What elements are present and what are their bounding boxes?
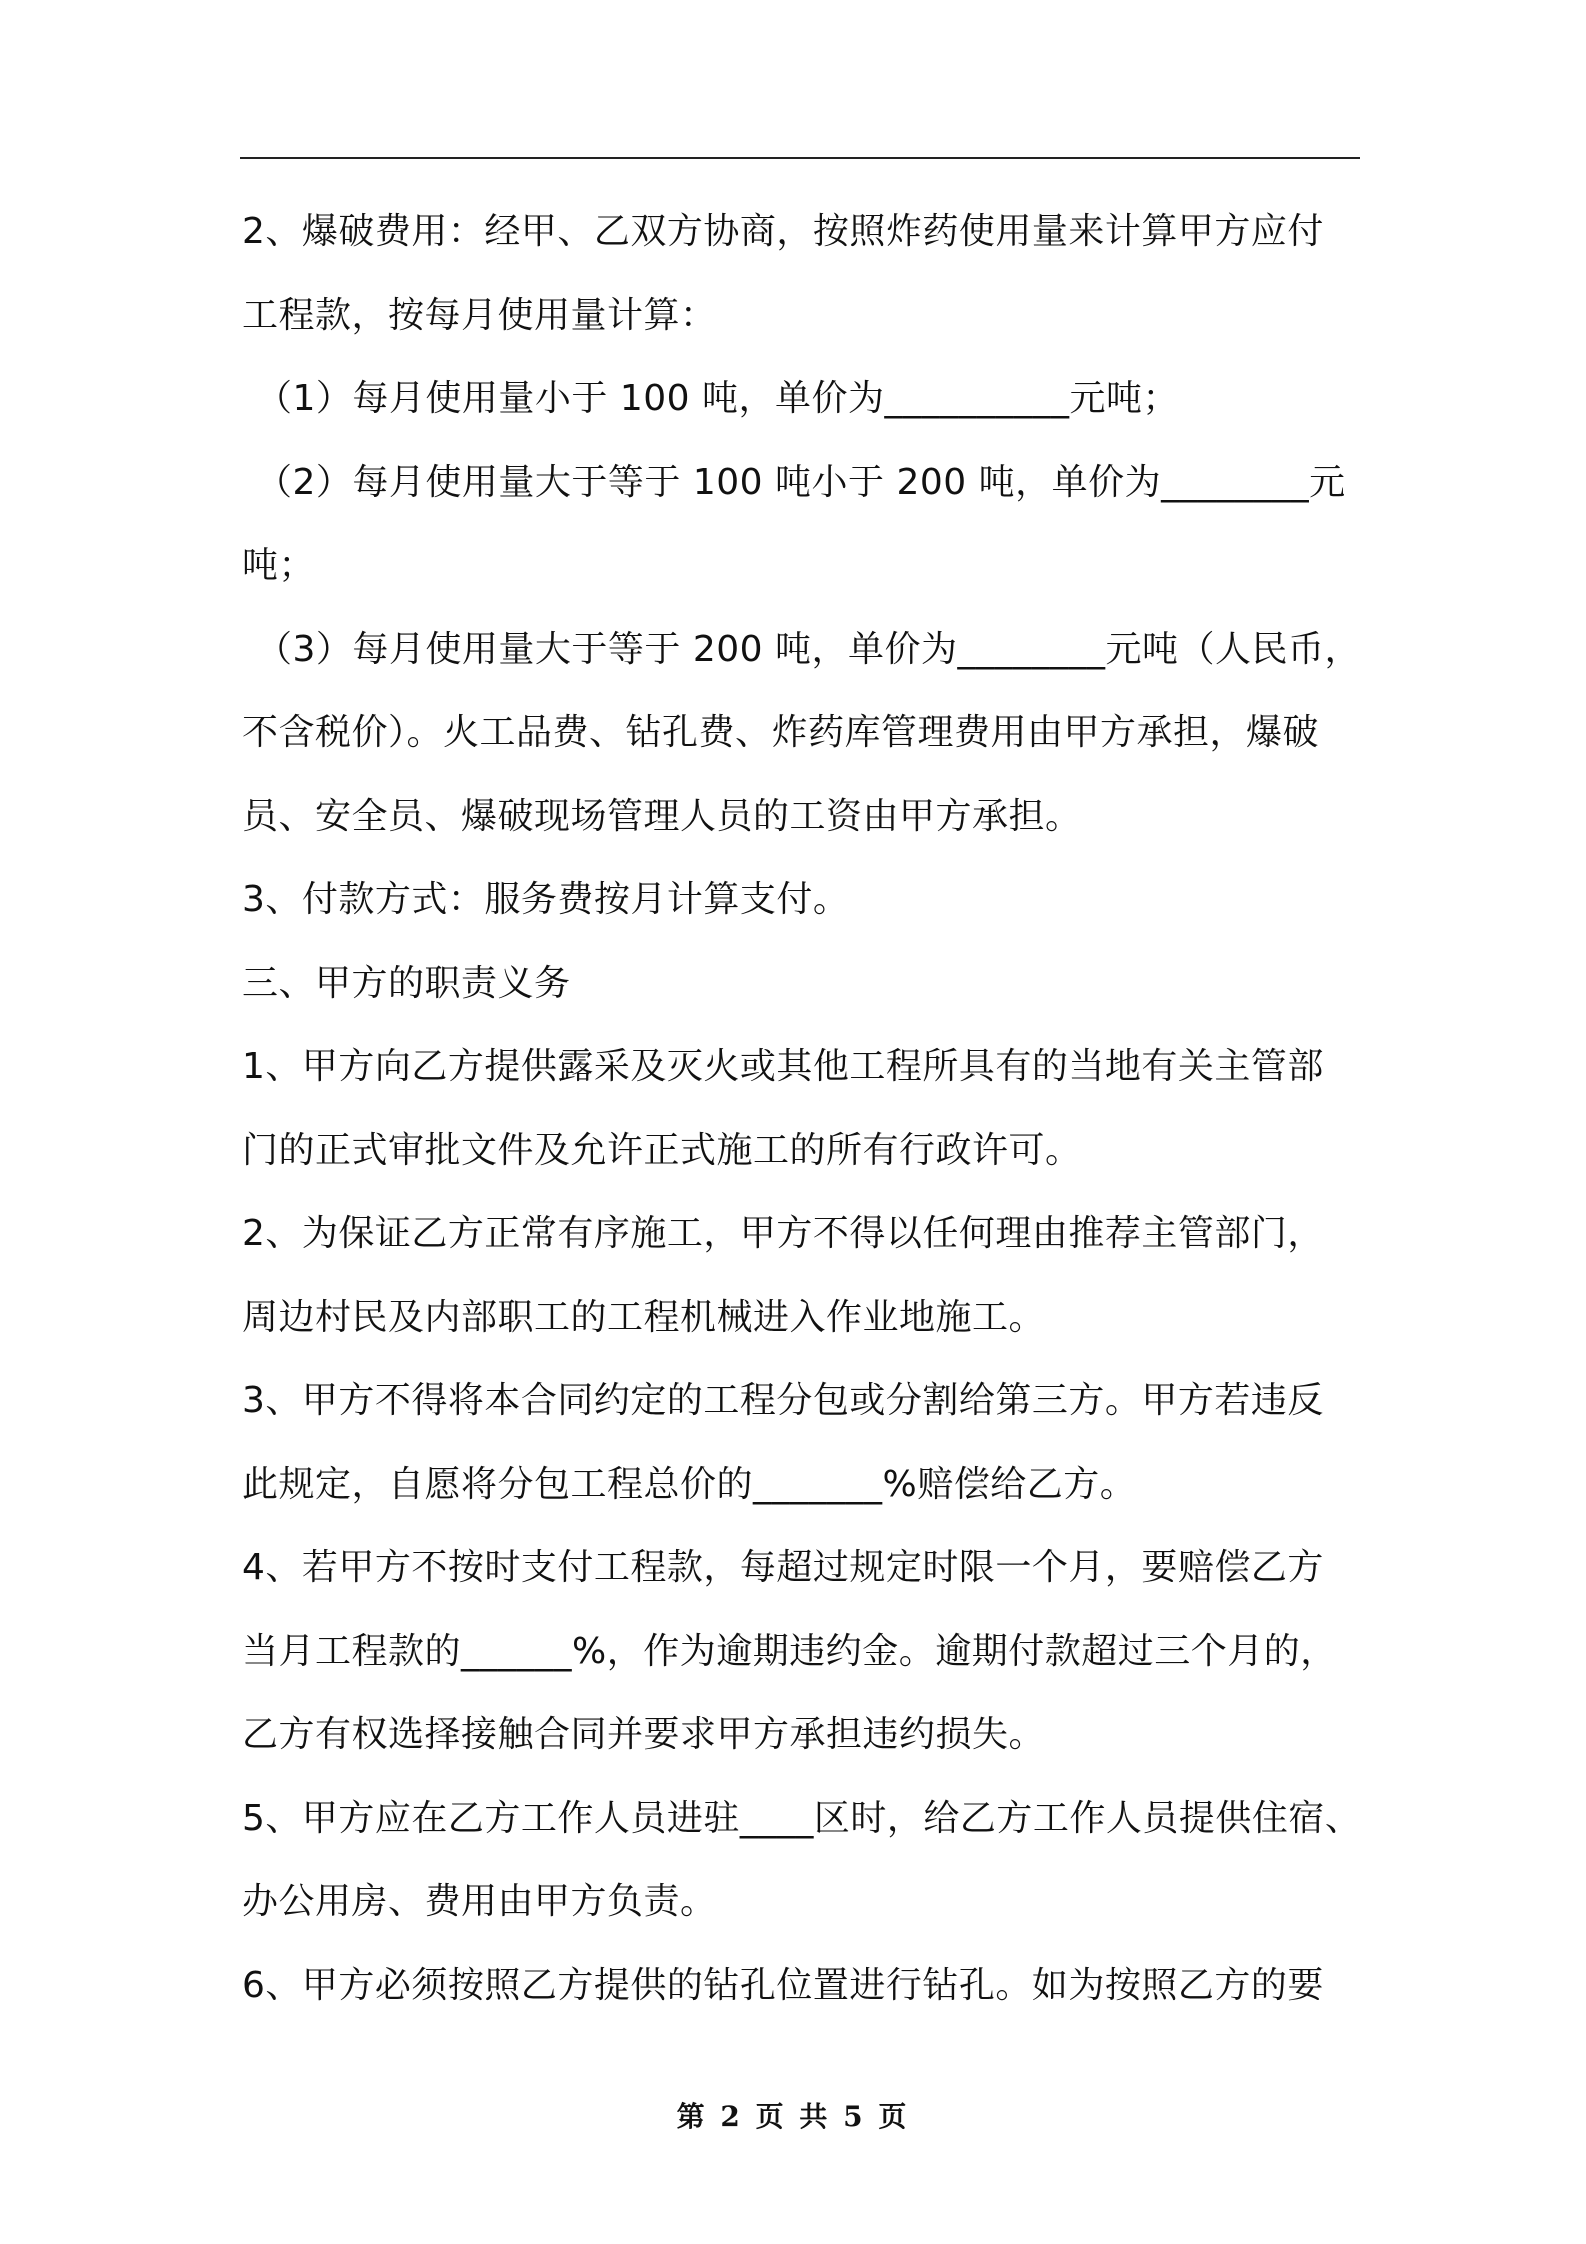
text-line: 当月工程款的______%，作为逾期违约金。逾期付款超过三个月的， (242, 1630, 1337, 1672)
text-line: 3、付款方式：服务费按月计算支付。 (242, 879, 850, 920)
header-rule (240, 157, 1360, 159)
text-line: 1、甲方向乙方提供露采及灭火或其他工程所具有的当地有关主管部 (242, 1046, 1324, 1087)
document-body (242, 190, 1362, 2027)
text-line: 4、若甲方不按时支付工程款，每超过规定时限一个月，要赔偿乙方 (242, 1547, 1324, 1588)
text-line: （3）每月使用量大于等于 200 吨，单价为________元吨（人民币， (256, 628, 1362, 670)
text-line: 6、甲方必须按照乙方提供的钻孔位置进行钻孔。如为按照乙方的要 (242, 1964, 1324, 2006)
text-line: 2、爆破费用：经甲、乙双方协商，按照炸药使用量来计算甲方应付 (242, 211, 1324, 252)
text-line: （2）每月使用量大于等于 100 吨小于 200 吨，单价为________元 (256, 461, 1346, 503)
text-line: 2、为保证乙方正常有序施工，甲方不得以任何理由推荐主管部门， (242, 1213, 1324, 1254)
section-heading: 三、甲方的职责义务 (242, 962, 571, 1004)
text-line: 工程款，按每月使用量计算： (242, 294, 717, 336)
text-line: 不含税价）。火工品费、钻孔费、炸药库管理费用由甲方承担，爆破 (242, 712, 1320, 753)
text-line: 5、甲方应在乙方工作人员进驻____区时，给乙方工作人员提供住宿、 (242, 1797, 1362, 1839)
page-indicator: 第 2 页 共 5 页 (676, 2100, 910, 2133)
text-line: 门的正式审批文件及允许正式施工的所有行政许可。 (242, 1129, 1082, 1171)
text-line: 3、甲方不得将本合同约定的工程分包或分割给第三方。甲方若违反 (242, 1380, 1324, 1421)
text-line: 吨； (242, 545, 316, 586)
text-line: 员、安全员、爆破现场管理人员的工资由甲方承担。 (242, 795, 1082, 837)
text-line: 乙方有权选择接触合同并要求甲方承担违约损失。 (242, 1714, 1046, 1755)
text-line: 周边村民及内部职工的工程机械进入作业地施工。 (242, 1296, 1046, 1338)
text-line: 办公用房、费用由甲方负责。 (242, 1881, 717, 1922)
text-line: （1）每月使用量小于 100 吨，单价为__________元吨； (256, 378, 1180, 419)
text-line: 此规定，自愿将分包工程总价的_______%赔偿给乙方。 (242, 1463, 1137, 1505)
